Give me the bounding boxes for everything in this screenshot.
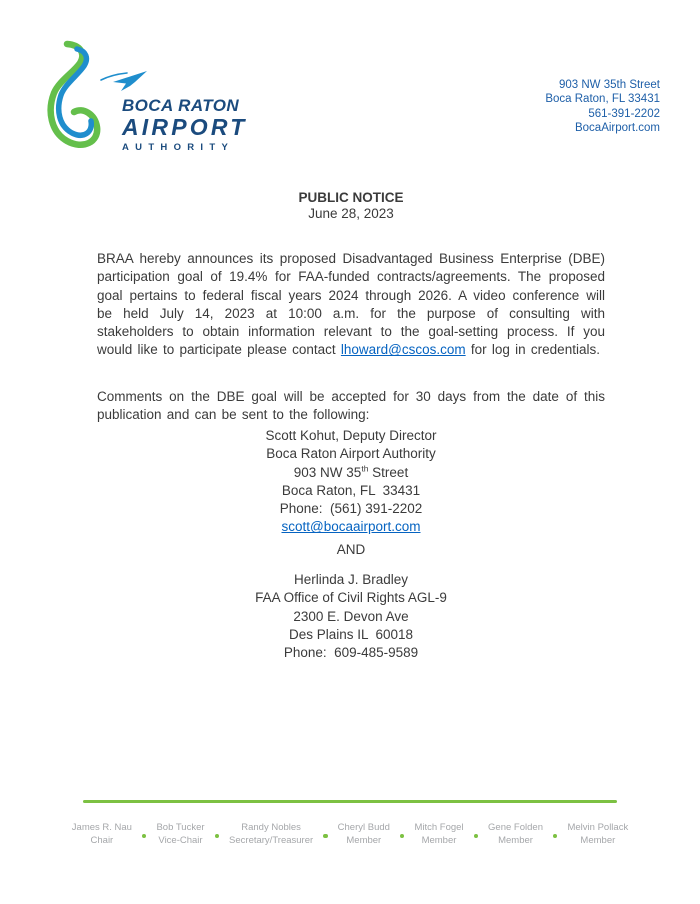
member-name: Gene Folden bbox=[488, 822, 543, 833]
board-member bbox=[488, 822, 543, 847]
bullet-icon bbox=[323, 834, 328, 839]
notice-paragraph-2: Comments on the DBE goal will be accepted for 30 days from the date of this publication and can be sent to the following: bbox=[97, 389, 605, 423]
contact-city: Des Plains IL 60018 bbox=[288, 626, 414, 642]
bullet-icon bbox=[400, 834, 405, 839]
street-text: Street bbox=[368, 464, 409, 480]
bullet-icon bbox=[553, 834, 558, 839]
letterhead-phone: 561-391-2202 bbox=[588, 107, 660, 120]
letterhead-street: 903 NW 35th Street bbox=[559, 79, 660, 91]
bullet-icon bbox=[474, 834, 479, 839]
contact-street: 2300 E. Devon Ave bbox=[293, 608, 409, 624]
bullet-icon bbox=[142, 834, 147, 839]
street-text: 903 NW 35 bbox=[293, 464, 362, 480]
contact-org: FAA Office of Civil Rights AGL-9 bbox=[255, 590, 447, 606]
contact-street bbox=[97, 464, 605, 482]
board-member bbox=[156, 822, 204, 847]
contact-phone: Phone: (561) 391-2202 bbox=[279, 501, 423, 517]
and-separator: AND bbox=[336, 542, 366, 557]
contact-block-scott-kohut bbox=[97, 427, 605, 537]
email-link-scott[interactable]: scott@bocaairport.com bbox=[281, 519, 421, 535]
contact-org: Boca Raton Airport Authority bbox=[266, 446, 436, 462]
email-link-lhoward[interactable]: lhoward@cscos.com bbox=[340, 342, 466, 358]
member-role: Vice-Chair bbox=[158, 834, 203, 846]
footer-divider bbox=[83, 800, 617, 803]
contact-name: Scott Kohut, Deputy Director bbox=[265, 428, 437, 443]
board-member bbox=[414, 822, 463, 847]
logo-name-line: AIRPORT bbox=[122, 114, 248, 140]
bullet-icon bbox=[215, 834, 220, 839]
member-role: Member bbox=[421, 834, 457, 846]
logo-name-line: AUTHORITY bbox=[122, 142, 235, 153]
member-role: Chair bbox=[90, 834, 114, 846]
member-name: Melvin Pollack bbox=[567, 822, 629, 833]
member-name: Cheryl Budd bbox=[337, 822, 390, 833]
board-member bbox=[338, 822, 390, 847]
contact-phone: Phone: 609-485-9589 bbox=[283, 645, 419, 661]
contact-email-line bbox=[97, 518, 605, 536]
letterhead-city: Boca Raton, FL 33431 bbox=[545, 93, 660, 106]
member-role: Member bbox=[346, 834, 382, 846]
ordinal-suffix: th bbox=[361, 463, 369, 474]
board-member bbox=[229, 822, 313, 847]
member-name: James R. Nau bbox=[71, 822, 132, 833]
notice-paragraph-1 bbox=[97, 250, 605, 360]
member-name: Mitch Fogel bbox=[414, 822, 464, 833]
swoosh-b-icon bbox=[51, 44, 97, 145]
member-name: Randy Nobles bbox=[241, 822, 301, 833]
contact-city: Boca Raton, FL 33431 bbox=[281, 482, 421, 498]
board-member bbox=[72, 822, 132, 847]
member-role: Member bbox=[580, 834, 616, 846]
notice-body bbox=[97, 0, 605, 904]
member-name: Bob Tucker bbox=[156, 822, 205, 833]
paragraph-text: BRAA hereby announces its proposed Disadvantaged Business Enterprise (DBE) participation goal of 19.4% for FAA-funded contracts/agreements. The proposed goal pertains to federal fiscal years 2024 through 2026. A video conference will be held July 14, 2023 at 10:00 a.m. for the purpose of consulting with stakeholders to obtain information relevant to the goal-setting process. If you would like to participate please contact bbox=[97, 251, 605, 358]
board-members-list bbox=[30, 822, 670, 847]
board-member bbox=[567, 822, 628, 847]
contact-name: Herlinda J. Bradley bbox=[293, 572, 409, 587]
letterhead-website: BocaAirport.com bbox=[574, 122, 660, 135]
member-role: Member bbox=[498, 834, 533, 846]
notice-date: June 28, 2023 bbox=[308, 206, 394, 221]
contact-block-herlinda-bradley bbox=[97, 571, 605, 662]
paragraph-text: for log in credentials. bbox=[465, 342, 600, 358]
logo-name-line: BOCA RATON bbox=[122, 96, 240, 115]
page-title: PUBLIC NOTICE bbox=[298, 190, 404, 205]
member-role: Secretary/Treasurer bbox=[229, 834, 314, 846]
